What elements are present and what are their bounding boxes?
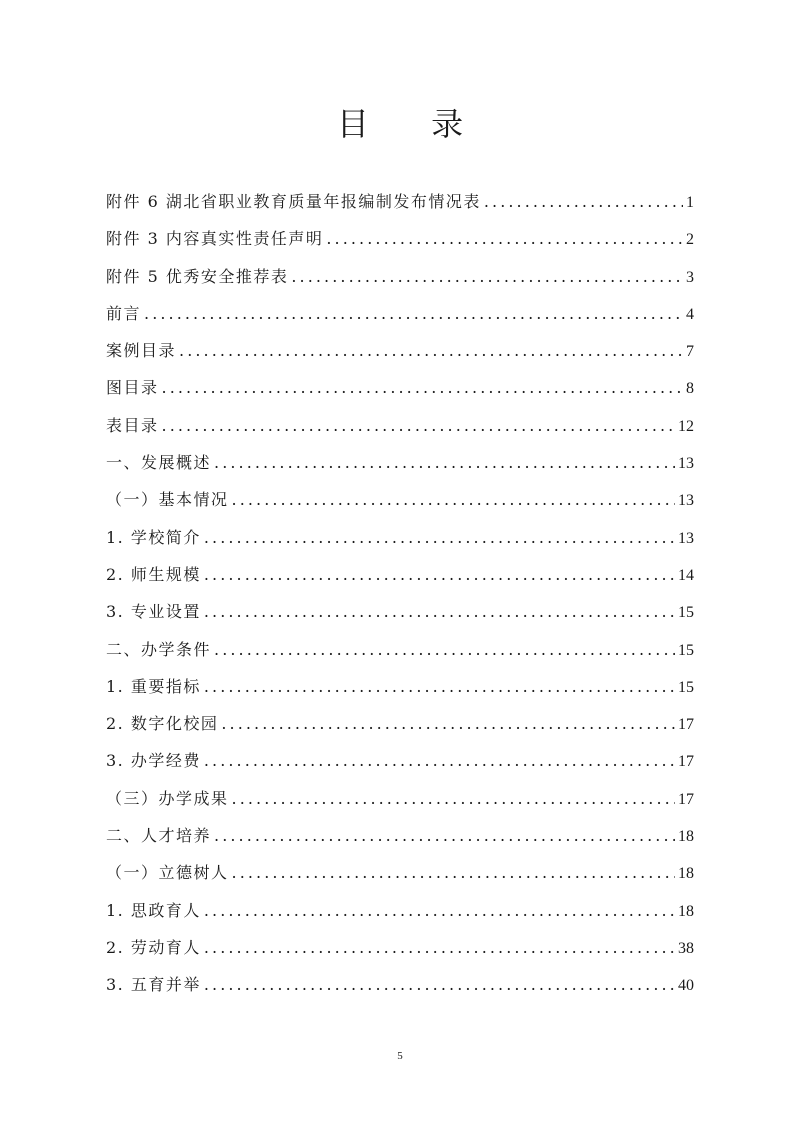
- toc-entry-page: 2: [686, 231, 694, 249]
- toc-entry[interactable]: [106, 226, 694, 263]
- toc-entry-page: 18: [678, 902, 694, 920]
- toc-dot-leader: [179, 341, 683, 360]
- toc-entry[interactable]: [106, 674, 694, 711]
- toc-entry-page: 12: [678, 417, 694, 435]
- toc-entry-label: 前言: [106, 303, 142, 323]
- toc-entry[interactable]: [106, 748, 694, 785]
- toc-entry[interactable]: [106, 823, 694, 860]
- toc-entry[interactable]: [106, 786, 694, 823]
- page-number: 5: [397, 1050, 403, 1062]
- toc-dot-leader: [204, 751, 675, 770]
- toc-entry-label: 图目录: [106, 378, 159, 398]
- toc-entry-label: 2. 劳动育人: [106, 937, 201, 957]
- toc-entry-label: 附件 5 优秀安全推荐表: [106, 266, 289, 286]
- toc-entry[interactable]: [106, 525, 694, 562]
- toc-entry-page: 17: [678, 753, 694, 771]
- toc-entry-page: 4: [686, 305, 694, 323]
- toc-entry[interactable]: [106, 338, 694, 375]
- toc-entry-page: 8: [686, 380, 694, 398]
- toc-dot-leader: [291, 267, 683, 286]
- toc-entry-label: 3. 五育并举: [106, 975, 201, 995]
- toc-entry-label: 案例目录: [106, 341, 177, 361]
- toc-entry-page: 15: [678, 678, 694, 696]
- toc-entry-page: 13: [678, 529, 694, 547]
- toc-entry-label: 1. 思政育人: [106, 900, 201, 920]
- toc-entry-page: 15: [678, 604, 694, 622]
- toc-dot-leader: [232, 490, 675, 509]
- toc-dot-leader: [204, 528, 675, 547]
- toc-entry[interactable]: [106, 599, 694, 636]
- toc-entry-label: 一、发展概述: [106, 453, 212, 473]
- toc-entry-label: 2. 师生规模: [106, 564, 201, 584]
- toc-entry[interactable]: [106, 898, 694, 935]
- toc-entry-page: 13: [678, 455, 694, 473]
- toc-entry[interactable]: [106, 189, 694, 226]
- toc-dot-leader: [204, 901, 675, 920]
- toc-entry[interactable]: [106, 972, 694, 1009]
- toc-entry-label: 3. 专业设置: [106, 602, 201, 622]
- toc-entry-label: 1. 重要指标: [106, 676, 201, 696]
- toc-entry-label: 二、人才培养: [106, 826, 212, 846]
- toc-entry-page: 13: [678, 492, 694, 510]
- toc-entry[interactable]: [106, 711, 694, 748]
- toc-entry-page: 7: [686, 343, 694, 361]
- toc-dot-leader: [214, 640, 675, 659]
- toc-dot-leader: [214, 453, 675, 472]
- toc-entry-label: 2. 数字化校园: [106, 714, 219, 734]
- toc-entry-page: 15: [678, 641, 694, 659]
- toc-entry-label: 3. 办学经费: [106, 751, 201, 771]
- toc-entry[interactable]: [106, 301, 694, 338]
- toc-entry-page: 38: [678, 939, 694, 957]
- toc-dot-leader: [162, 378, 683, 397]
- toc-entry-label: 表目录: [106, 415, 159, 435]
- toc-entry-page: 17: [678, 790, 694, 808]
- toc-entry[interactable]: [106, 562, 694, 599]
- toc-entry[interactable]: [106, 935, 694, 972]
- toc-entry-label: （一）立德树人: [106, 863, 229, 883]
- toc-dot-leader: [221, 714, 675, 733]
- toc-entry-page: 1: [686, 194, 694, 211]
- toc-entry-page: 3: [686, 268, 694, 286]
- toc-dot-leader: [204, 975, 675, 994]
- toc-entry-label: （三）办学成果: [106, 788, 229, 808]
- toc-dot-leader: [204, 677, 675, 696]
- page-title: 目 录: [336, 105, 490, 143]
- toc-dot-leader: [144, 304, 683, 323]
- toc-dot-leader: [204, 938, 675, 957]
- toc-entry-label: 附件 3 内容真实性责任声明: [106, 229, 324, 249]
- toc-dot-leader: [162, 416, 675, 435]
- toc-entry-label: 1. 学校简介: [106, 527, 201, 547]
- toc-entry-page: 14: [678, 566, 694, 584]
- toc-dot-leader: [326, 229, 683, 248]
- toc-entry-page: 17: [678, 716, 694, 734]
- toc-entry[interactable]: [106, 487, 694, 524]
- table-of-contents: [106, 189, 694, 1010]
- toc-dot-leader: [204, 565, 675, 584]
- toc-dot-leader: [232, 789, 675, 808]
- toc-entry-page: 40: [678, 977, 694, 995]
- toc-dot-leader: [484, 192, 683, 211]
- toc-dot-leader: [214, 826, 675, 845]
- toc-entry-page: 18: [678, 828, 694, 846]
- toc-entry-label: 附件 6 湖北省职业教育质量年报编制发布情况表: [106, 192, 481, 211]
- toc-entry[interactable]: [106, 264, 694, 301]
- toc-entry[interactable]: [106, 637, 694, 674]
- toc-dot-leader: [204, 602, 675, 621]
- toc-entry[interactable]: [106, 413, 694, 450]
- toc-entry-label: （一）基本情况: [106, 490, 229, 510]
- toc-dot-leader: [232, 863, 675, 882]
- toc-entry-label: 二、办学条件: [106, 639, 212, 659]
- toc-entry[interactable]: [106, 450, 694, 487]
- toc-entry-page: 18: [678, 865, 694, 883]
- toc-entry[interactable]: [106, 375, 694, 412]
- toc-entry[interactable]: [106, 860, 694, 897]
